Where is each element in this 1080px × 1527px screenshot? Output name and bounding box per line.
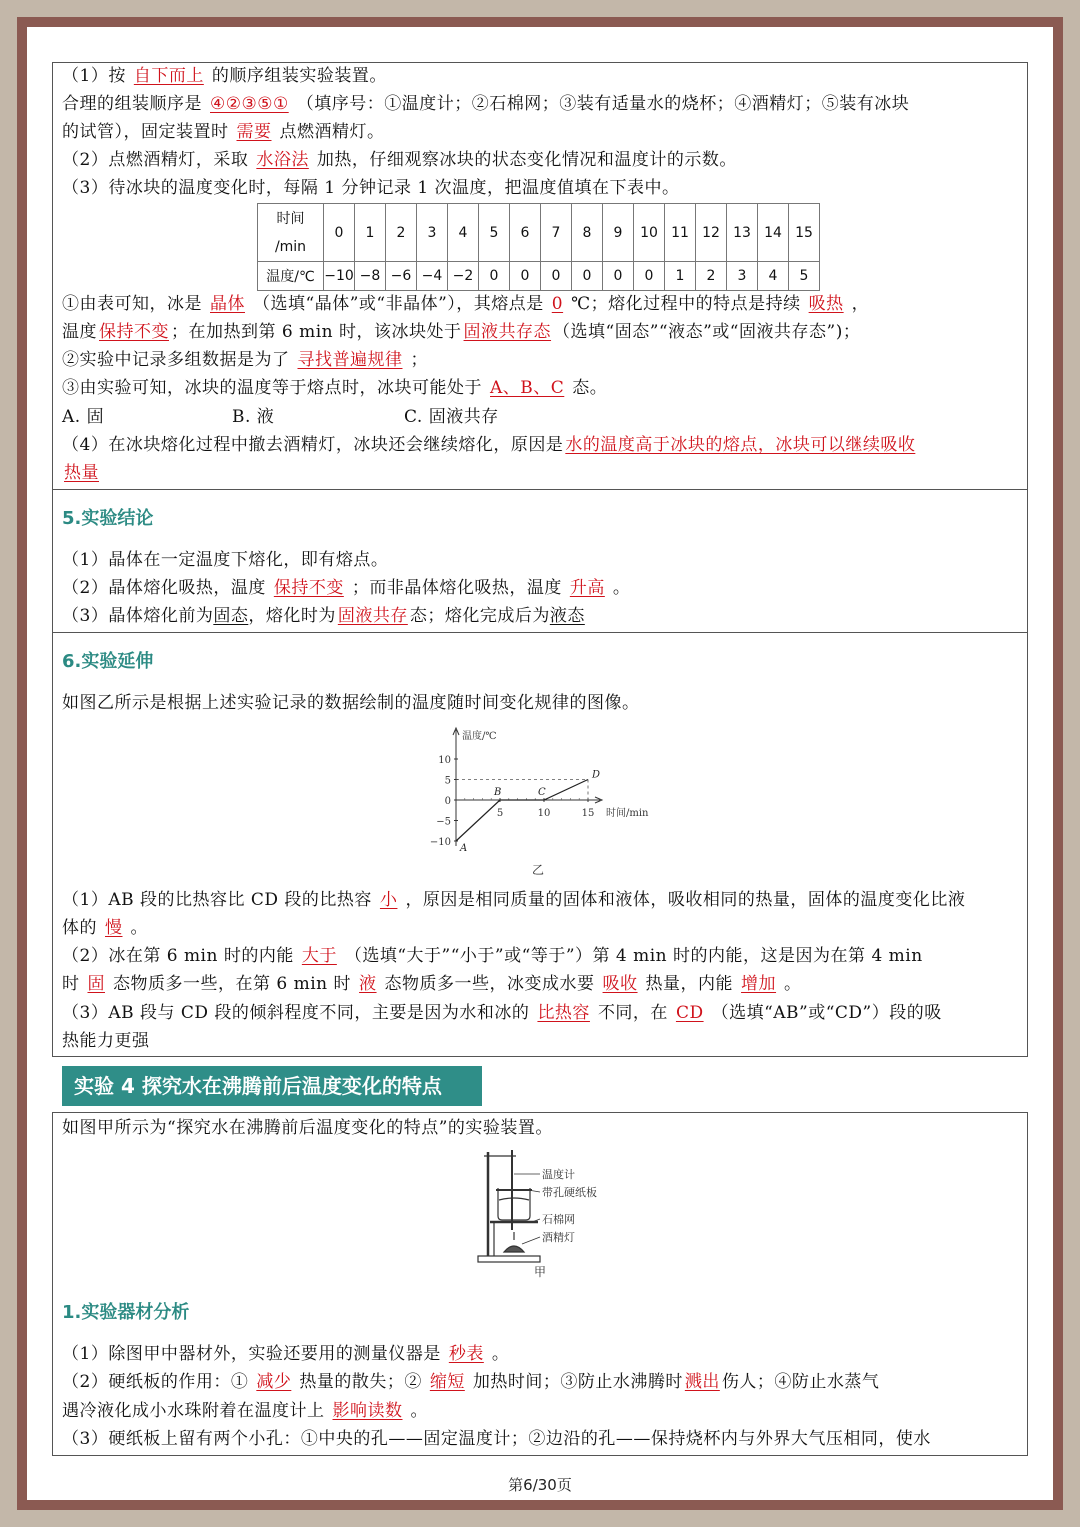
y-axis-label: 温度/℃ bbox=[462, 731, 497, 742]
text: 不同，在 bbox=[597, 1003, 668, 1023]
answer: CD bbox=[675, 1003, 704, 1023]
temperature-cell: 0 bbox=[603, 262, 634, 291]
s6-q3-line bbox=[62, 999, 942, 1027]
time-cell: 15 bbox=[789, 204, 820, 262]
text: 。 bbox=[130, 918, 148, 938]
text: ②实验中记录多组数据是为了 bbox=[62, 350, 290, 370]
time-header-unit: /min bbox=[274, 238, 307, 255]
text: ℃；熔化过程中的特点是持续 bbox=[571, 294, 801, 314]
section6-title: 6.实验延伸 bbox=[62, 651, 154, 672]
text: 热量的散失；② bbox=[299, 1372, 422, 1392]
text: ， bbox=[851, 294, 870, 314]
text: （3）待冰块的温度变化时，每隔 1 分钟记录 1 次温度，把温度值填在下表中。 bbox=[62, 178, 680, 198]
conclusion1-line bbox=[62, 290, 869, 318]
text: 的试管），固定装置时 bbox=[62, 122, 229, 142]
exp4-section1-title: 1.实验器材分析 bbox=[62, 1302, 190, 1323]
text: 体的 bbox=[62, 918, 97, 938]
answer: 小 bbox=[379, 890, 398, 910]
temperature-table bbox=[257, 203, 820, 291]
s5-line2 bbox=[62, 574, 630, 602]
answer: 热量 bbox=[64, 463, 99, 483]
time-cell: 1 bbox=[355, 204, 386, 262]
text: 合理的组装顺序是 bbox=[62, 94, 202, 114]
text: （填序号：①温度计；②石棉网；③装有适量水的烧杯；④酒精灯；⑤装有冰块 bbox=[296, 94, 910, 114]
step3-line bbox=[62, 174, 680, 202]
temperature-cell: 0 bbox=[634, 262, 665, 291]
y-tick-label: 0 bbox=[444, 796, 451, 807]
text: （选填“大于”“小于”或“等于”）第 4 min 时的内能，这是因为在第 4 min bbox=[344, 946, 923, 966]
text: ；在加热到第 6 min 时，该冰块处于 bbox=[171, 322, 462, 342]
temperature-cell: 1 bbox=[665, 262, 696, 291]
exp4-intro bbox=[62, 1114, 553, 1142]
answer: 水的温度高于冰块的熔点，冰块可以继续吸收 bbox=[565, 435, 916, 455]
exp4-l2b bbox=[62, 1397, 428, 1425]
text: 如图乙所示是根据上述实验记录的数据绘制的温度随时间变化规律的图像。 bbox=[62, 693, 640, 713]
exp4-l3 bbox=[62, 1425, 931, 1453]
temperature-cell: 0 bbox=[510, 262, 541, 291]
text: （2）点燃酒精灯，采取 bbox=[62, 150, 249, 170]
temperature-cell: 2 bbox=[696, 262, 727, 291]
point-label-D: D bbox=[592, 769, 601, 781]
exp4-l2 bbox=[62, 1368, 879, 1396]
time-cell: 6 bbox=[510, 204, 541, 262]
point-label-A: A bbox=[460, 843, 468, 854]
text: （1）晶体在一定温度下熔化，即有熔点。 bbox=[62, 550, 389, 570]
water-surface bbox=[499, 1198, 529, 1200]
temperature-cell: −10 bbox=[324, 262, 355, 291]
text: 。 bbox=[491, 1344, 510, 1364]
label-asbestos-net: 石棉网 bbox=[542, 1213, 575, 1226]
time-cell: 13 bbox=[727, 204, 758, 262]
label-thermometer: 温度计 bbox=[542, 1168, 575, 1181]
text: 如图甲所示为“探究水在沸腾前后温度变化的特点”的实验装置。 bbox=[62, 1118, 553, 1138]
s6-q2b-line bbox=[62, 970, 802, 998]
boiling-apparatus-figure bbox=[470, 1148, 620, 1280]
option-c: C. 固液共存 bbox=[404, 407, 499, 427]
answer: 固液共存 bbox=[337, 606, 408, 626]
answer: 水浴法 bbox=[256, 150, 309, 170]
answer: 影响读数 bbox=[332, 1401, 403, 1421]
y-tick-label: −10 bbox=[429, 837, 451, 848]
x-tick-label: 15 bbox=[581, 808, 595, 819]
text: ；而非晶体熔化吸热，温度 bbox=[351, 578, 562, 598]
text: 热量，内能 bbox=[645, 974, 734, 994]
answer: 溅出 bbox=[684, 1372, 720, 1392]
s6-q2-line bbox=[62, 942, 923, 970]
answer: 自下而上 bbox=[133, 66, 204, 86]
s6-q3b-line bbox=[62, 1027, 150, 1055]
text: （3）AB 段与 CD 段的倾斜程度不同，主要是因为水和冰的 bbox=[62, 1003, 530, 1023]
text: （2）硬纸板的作用：① bbox=[62, 1372, 249, 1392]
exp4-l1 bbox=[62, 1340, 509, 1368]
temperature-cell: 4 bbox=[758, 262, 789, 291]
answer: 慢 bbox=[105, 918, 123, 938]
answer: A、B、C bbox=[490, 378, 565, 398]
time-cell: 7 bbox=[541, 204, 572, 262]
answer: 缩短 bbox=[429, 1372, 465, 1392]
alcohol-lamp bbox=[504, 1246, 524, 1252]
text: （选填“晶体”或“非晶体”），其熔点是 bbox=[253, 294, 544, 314]
text: ，原因是相同质量的固体和液体，吸收相同的热量，固体的温度变化比液 bbox=[405, 890, 966, 910]
text: 加热时间；③防止水沸腾时 bbox=[472, 1372, 683, 1392]
y-tick-label: 5 bbox=[444, 775, 451, 787]
text: 的顺序组装实验装置。 bbox=[211, 66, 387, 86]
s5-line3 bbox=[62, 602, 585, 630]
time-cell: 3 bbox=[417, 204, 448, 262]
figure-caption: 甲 bbox=[534, 1265, 547, 1279]
conclusion2-line bbox=[62, 346, 428, 374]
text: 态。 bbox=[572, 378, 608, 398]
answer: 需要 bbox=[236, 122, 272, 142]
text: 伤人；④防止水蒸气 bbox=[721, 1372, 880, 1392]
text: 温度 bbox=[62, 322, 97, 342]
answer: 保持不变 bbox=[273, 578, 344, 598]
text: （3）硬纸板上留有两个小孔：①中央的孔——固定温度计；②边沿的孔——保持烧杯内与外界大气压相同，使水 bbox=[62, 1429, 931, 1449]
time-header bbox=[258, 204, 324, 262]
s6-q1-line bbox=[62, 886, 965, 914]
time-cell: 12 bbox=[696, 204, 727, 262]
leader-line bbox=[522, 1237, 540, 1244]
step4b-line bbox=[62, 459, 101, 487]
step4-line bbox=[62, 431, 917, 459]
label-alcohol-lamp: 酒精灯 bbox=[542, 1231, 575, 1244]
answer: 吸热 bbox=[808, 294, 844, 314]
answer: 晶体 bbox=[210, 294, 245, 314]
conclusion1b-line bbox=[62, 318, 860, 346]
option-a: A. 固 bbox=[62, 407, 105, 427]
temperature-time-chart bbox=[420, 722, 680, 880]
x-tick-label: 10 bbox=[537, 808, 551, 819]
answer: 保持不变 bbox=[99, 322, 169, 342]
time-header-label: 时间 bbox=[276, 210, 305, 227]
text: （2）晶体熔化吸热，温度 bbox=[62, 578, 266, 598]
answer: 比热容 bbox=[537, 1003, 590, 1023]
temperature-cell: 5 bbox=[789, 262, 820, 291]
experiment4-banner: 实验 4 探究水在沸腾前后温度变化的特点 bbox=[62, 1066, 482, 1106]
text: 时 bbox=[62, 974, 80, 994]
x-axis-label: 时间/min bbox=[606, 808, 649, 819]
option-b: B. 液 bbox=[232, 407, 275, 427]
temperature-series-line bbox=[456, 780, 588, 842]
text: ③由实验可知，冰块的温度等于熔点时，冰块可能处于 bbox=[62, 378, 482, 398]
answer: 固 bbox=[87, 974, 105, 994]
answer: 减少 bbox=[256, 1372, 292, 1392]
answer: 液 bbox=[359, 974, 377, 994]
step1-line bbox=[62, 62, 387, 90]
s6-intro bbox=[62, 689, 640, 717]
text: ； bbox=[410, 350, 428, 370]
text: （选填“AB”或“CD”）段的吸 bbox=[711, 1003, 942, 1023]
time-row bbox=[258, 204, 820, 262]
time-cell: 14 bbox=[758, 204, 789, 262]
time-cell: 9 bbox=[603, 204, 634, 262]
temperature-cell: −4 bbox=[417, 262, 448, 291]
time-cell: 8 bbox=[572, 204, 603, 262]
text: （4）在冰块熔化过程中撤去酒精灯，冰块还会继续熔化，原因是 bbox=[62, 435, 564, 455]
answer: 大于 bbox=[301, 946, 337, 966]
text: ①由表可知，冰是 bbox=[62, 294, 202, 314]
answer: 0 bbox=[551, 294, 564, 314]
chart-caption: 乙 bbox=[531, 863, 545, 877]
text: 。 bbox=[410, 1401, 428, 1421]
options-line bbox=[62, 403, 499, 431]
time-cell: 10 bbox=[634, 204, 665, 262]
step1-fix-line bbox=[62, 118, 385, 146]
page-number: 第6/30页 bbox=[508, 1476, 572, 1494]
answer: 升高 bbox=[569, 578, 605, 598]
temperature-cell: 3 bbox=[727, 262, 758, 291]
temperature-cell: −6 bbox=[386, 262, 417, 291]
text: 加热，仔细观察冰块的状态变化情况和温度计的示数。 bbox=[316, 150, 737, 170]
point-label-B: B bbox=[494, 787, 502, 798]
text: 点燃酒精灯。 bbox=[279, 122, 385, 142]
time-cell: 2 bbox=[386, 204, 417, 262]
text: 态物质多一些，冰变成水要 bbox=[384, 974, 595, 994]
text: （2）冰在第 6 min 时的内能 bbox=[62, 946, 294, 966]
temperature-cell: 0 bbox=[572, 262, 603, 291]
answer: 增加 bbox=[741, 974, 777, 994]
y-tick-label: 10 bbox=[438, 755, 451, 766]
temperature-cell: 0 bbox=[479, 262, 510, 291]
text: 态物质多一些，在第 6 min 时 bbox=[113, 974, 352, 994]
temperature-cell: 0 bbox=[541, 262, 572, 291]
stand-base bbox=[478, 1256, 540, 1262]
underlined-text: 固态 bbox=[213, 606, 249, 626]
text: （1）AB 段的比热容比 CD 段的比热容 bbox=[62, 890, 372, 910]
label-cardboard: 带孔硬纸板 bbox=[542, 1186, 597, 1199]
step1-order-line bbox=[62, 90, 909, 118]
s6-q1b-line bbox=[62, 914, 148, 942]
step2-line bbox=[62, 146, 737, 174]
answer: 寻找普遍规律 bbox=[297, 350, 403, 370]
time-cell: 11 bbox=[665, 204, 696, 262]
answer: 秒表 bbox=[448, 1344, 484, 1364]
point-label-C: C bbox=[538, 787, 546, 798]
text: （3）晶体熔化前为 bbox=[62, 606, 214, 626]
time-cell: 5 bbox=[479, 204, 510, 262]
temperature-cell: −2 bbox=[448, 262, 479, 291]
text: 遇冷液化成小水珠附着在温度计上 bbox=[62, 1401, 325, 1421]
text: （1）按 bbox=[62, 66, 126, 86]
text: 。 bbox=[612, 578, 631, 598]
answer: ④②③⑤① bbox=[210, 94, 289, 114]
temperature-cell: −8 bbox=[355, 262, 386, 291]
y-tick-label: −5 bbox=[436, 816, 451, 828]
text: ，熔化时为 bbox=[248, 606, 336, 626]
text: （1）除图甲中器材外，实验还要用的测量仪器是 bbox=[62, 1344, 441, 1364]
text: 热能力更强 bbox=[62, 1031, 150, 1051]
x-tick-label: 5 bbox=[496, 808, 504, 819]
beaker bbox=[498, 1188, 530, 1220]
answer: 吸收 bbox=[602, 974, 638, 994]
underlined-text: 液态 bbox=[549, 606, 585, 626]
text: （选填“固态”“液态”或“固液共存态”)； bbox=[553, 322, 861, 342]
time-cell: 4 bbox=[448, 204, 479, 262]
section5-title: 5.实验结论 bbox=[62, 508, 154, 529]
answer: 固液共存态 bbox=[463, 322, 552, 342]
s5-line1 bbox=[62, 546, 388, 574]
text: 态；熔化完成后为 bbox=[409, 606, 550, 626]
temperature-header: 温度/℃ bbox=[258, 262, 324, 291]
text: 。 bbox=[784, 974, 802, 994]
conclusion3-line bbox=[62, 374, 607, 402]
time-cell: 0 bbox=[324, 204, 355, 262]
temperature-row bbox=[258, 262, 820, 291]
